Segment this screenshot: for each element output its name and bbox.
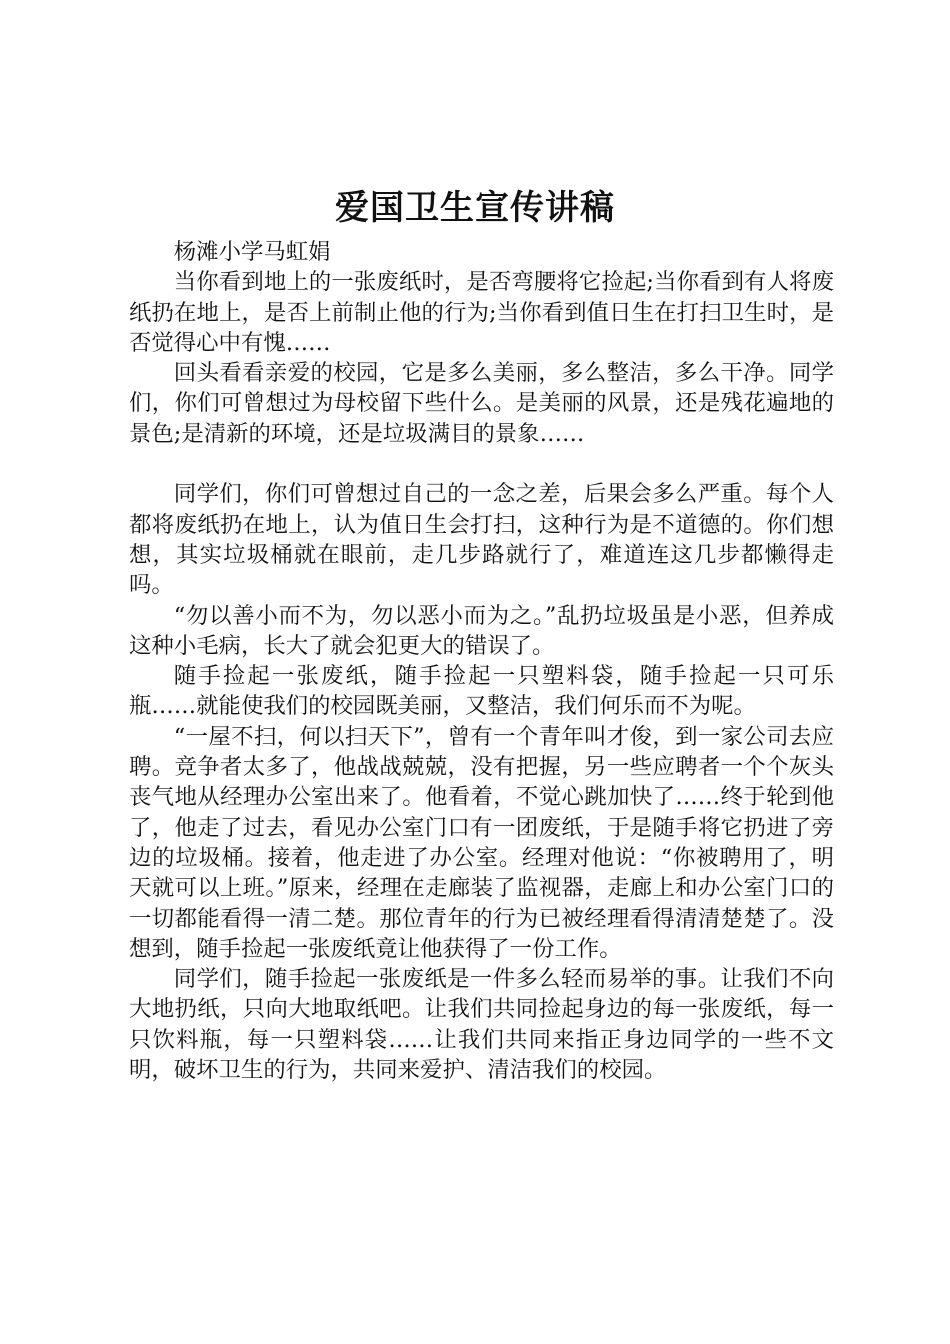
paragraph: 当你看到地上的一张废纸时，是否弯腰将它捡起;当你看到有人将废纸扔在地上，是否上前制止他的行为;当你看到值日生在打扫卫生时，是否觉得心中有愧……	[129, 269, 834, 356]
document-body	[129, 237, 834, 1085]
paragraph-spacer	[129, 449, 834, 479]
paragraph: “勿以善小而不为，勿以恶小而为之。”乱扔垃圾虽是小恶，但养成这种小毛病，长大了就会犯更大的错误了。	[129, 602, 834, 659]
author-line: 杨滩小学马虹娟	[173, 239, 331, 265]
paragraph: 回头看看亲爱的校园，它是多么美丽，多么整洁，多么干净。同学们，你们可曾想过为母校留下些什么。是美丽的风景，还是残花遍地的景色;是清新的环境，还是垃圾满目的景象……	[129, 360, 834, 447]
paragraph: 随手捡起一张废纸，随手捡起一只塑料袋，随手捡起一只可乐瓶……就能使我们的校园既美丽，又整洁，我们何乐而不为呢。	[129, 663, 834, 720]
paragraph: “一屋不扫，何以扫天下”，曾有一个青年叫才俊，到一家公司去应聘。竞争者太多了，他战战兢兢，没有把握，另一些应聘者一个个灰头丧气地从经理办公室出来了。他看着，不觉心跳加快了……终于轮到他了，他走了过去，看见办公室门口有一团废纸，于是随手将它扔进了旁边的垃圾桶。接着，他走进了办公室。经理对他说：“你被聘用了，明天就可以上班。”原来，经理在走廊装了监视器，走廊上和办公室门口的一切都能看得一清二楚。那位青年的行为已被经理看得清清楚楚了。没想到，随手捡起一张废纸竟让他获得了一份工作。	[129, 723, 834, 962]
paragraph: 同学们，你们可曾想过自己的一念之差，后果会多么严重。每个人都将废纸扔在地上，认为值日生会打扫，这种行为是不道德的。你们想想，其实垃圾桶就在眼前，走几步路就行了，难道连这几步都懒得走吗。	[129, 481, 834, 599]
document-title: 爱国卫生宣传讲稿	[335, 188, 615, 228]
paragraph: 同学们，随手捡起一张废纸是一件多么轻而易举的事。让我们不向大地扔纸，只向大地取纸吧。让我们共同捡起身边的每一张废纸，每一只饮料瓶，每一只塑料袋……让我们共同来指正身边同学的一些不文明，破坏卫生的行为，共同来爱护、清洁我们的校园。	[129, 966, 834, 1084]
